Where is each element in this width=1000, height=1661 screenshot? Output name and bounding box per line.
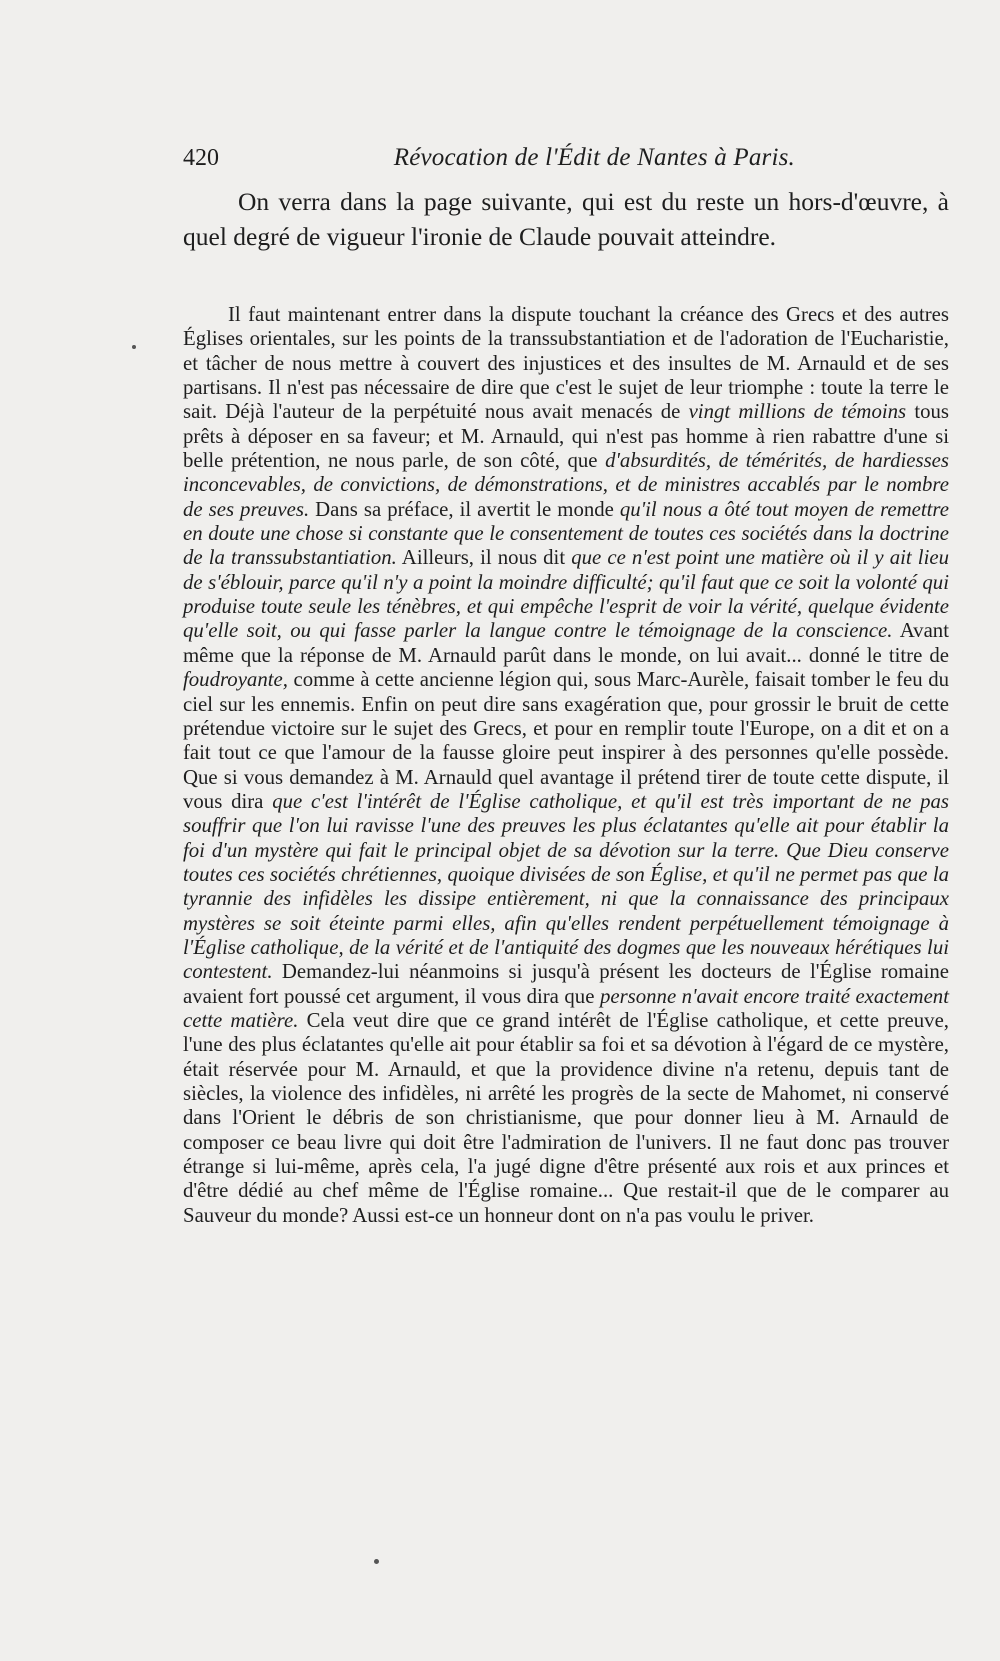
- quote-text: Dans sa préface, il avertit le monde: [309, 497, 620, 521]
- quote-text: tous prêts à déposer en sa faveur; et M. Arnauld, qui n'est pas homme à rien rabattre d'une si belle prétention, ne nous parle, de son côté, que: [183, 400, 949, 473]
- quote-text: Ailleurs, il nous dit: [396, 546, 572, 570]
- quote-text: comme à cette ancienne légion qui, sous Marc-Aurèle, faisait tomber le feu du ciel sur les ennemis. Enfin on peut dire sans exagération que, pour grossir le bruit de cette prétendue victoire sur le sujet des Grecs, et pour en remplir toute l'Europe, on a dit et on a fait tout ce que l'amour de la fausse gloire peut inspirer à des personnes qu'elle possède. Que si vous demandez à M. Arnauld quel avantage il prétend tirer de toute cette dispute, il vous dira: [183, 668, 949, 813]
- running-title: Révocation de l'Édit de Nantes à Paris.: [393, 144, 795, 171]
- quoted-passage: [183, 303, 949, 1228]
- quote-text: Cela veut dire que ce grand intérêt de l'Église catholique, et cette preuve, l'une des plus éclatantes qu'elle ait pour établir sa foi et sa dévotion à l'égard de ce mystère, était réservée pour M. Arnauld, et que la providence divine n'a retenu, depuis tant de siècles, la violence des infidèles, ni arrêté les progrès de la secte de Mahomet, ni conservé dans l'Orient le débris de son christianisme, que pour donner lieu à M. Arnauld de composer ce beau livre qui doit être l'admiration de l'univers. Il ne faut donc pas trouver étrange si lui-même, après cela, l'a jugé digne d'être présenté aux rois et aux princes et d'être dédié au chef même de l'Église romaine... Que restait-il que de le comparer au Sauveur du monde? Aussi est-ce un honneur dont on n'a pas voulu le priver.: [183, 1008, 949, 1227]
- intro-paragraph: On verra dans la page suivante, qui est du reste un hors-d'œuvre, à quel degré de vigueur l'ironie de Claude pouvait atteindre.: [183, 187, 949, 251]
- quote-text: Avant même que la réponse de M. Arnauld parût dans le monde, on lui avait... donné le titre de: [183, 619, 949, 667]
- running-head: [183, 141, 795, 175]
- quote-italic: que c'est l'intérêt de l'Église catholique, et qu'il est très important de ne pas souffrir que l'on lui ravisse l'une des preuves les plus éclatantes qu'elle ait pour établir la foi d'un mystère qui fait le principal objet de sa dévotion sur la terre. Que Dieu conserve toutes ces sociétés chrétiennes, quoique divisées de son Église, et qu'il ne permet pas que la tyrannie des infidèles les dissipe entièrement, ni que la connaissance des principaux mystères se soit éteinte parmi elles, afin qu'elles rendent perpétuellement témoignage à l'Église catholique, de la vérité et de l'antiquité des dogmes que les nouveaux hérétiques lui contestent.: [183, 789, 949, 984]
- quote-italic: personne n'avait encore traité exactement cette matière.: [183, 984, 949, 1032]
- quote-italic: d'absurdités, de témérités, de hardiesses inconcevables, de convictions, de démonstrations, et de ministres accablés par le nombre de ses preuves.: [183, 449, 949, 521]
- quote-italic: vingt millions de témoins: [688, 400, 907, 424]
- margin-mark: [132, 345, 136, 349]
- page-speck: [374, 1559, 379, 1564]
- quote-text: Il faut maintenant entrer dans la dispute touchant la créance des Grecs et des autres Églises orientales, sur les points de la transsubstantiation et de l'adoration de l'Eucharistie, et tâcher de nous mettre à couvert des injustices et des insultes de M. Arnauld et de ses partisans. Il n'est pas nécessaire de dire que c'est le sujet de leur triomphe : toute la terre le sait. Déjà l'auteur de la perpétuité nous avait menacés de: [183, 303, 949, 424]
- quote-italic: que ce n'est point une matière où il y ait lieu de s'éblouir, parce qu'il n'y a point la moindre difficulté; qu'il faut que ce soit la volonté qui produise toute seule les ténèbres, et qui empêche l'esprit de voir la vérité, quelque évidente qu'elle soit, ou qui fasse parler la langue contre le témoignage de la conscience.: [183, 546, 949, 643]
- page-number: 420: [183, 145, 219, 171]
- quote-text: Demandez-lui néanmoins si jusqu'à présent les docteurs de l'Église romaine avaient fort poussé cet argument, il vous dira que: [183, 960, 949, 1008]
- quote-italic: foudroyante,: [183, 668, 288, 692]
- quote-italic: qu'il nous a ôté tout moyen de remettre en doute une chose si constante que le consentement de toutes ces sociétés dans la doctrine de la transsubstantiation.: [183, 497, 949, 570]
